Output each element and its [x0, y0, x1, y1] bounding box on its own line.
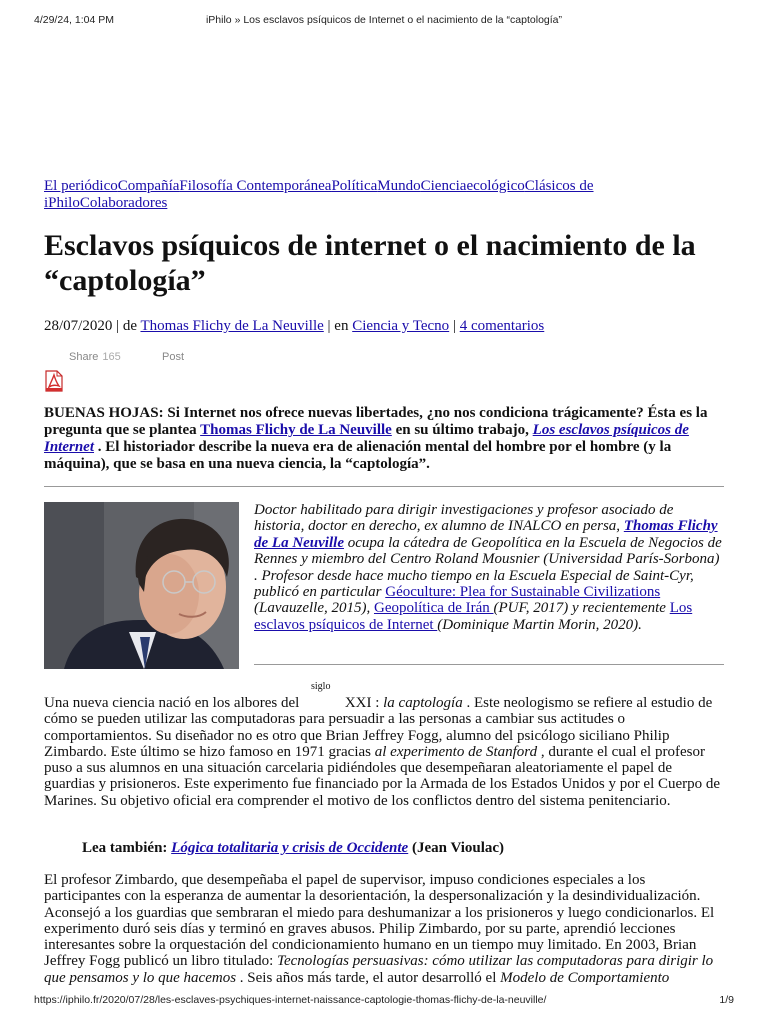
nav-item-ecologico[interactable]: ecológico: [466, 178, 525, 194]
lead-text: en su último trabajo,: [391, 422, 533, 438]
author-photo: [44, 502, 239, 669]
body-italic: al experimento de Stanford: [374, 743, 538, 760]
body-italic: la captología: [383, 695, 463, 711]
print-footer: [34, 994, 734, 1008]
print-page-title: iPhilo » Los esclavos psíquicos de Internet o el nacimiento de la “captología”: [205, 14, 563, 26]
site-nav: [44, 178, 644, 212]
body-text: XXI :: [341, 695, 384, 711]
bio-text: (Lavauzelle, 2015),: [254, 600, 374, 617]
divider: [44, 486, 724, 487]
related-article-link[interactable]: Lógica totalitaria y crisis de Occidente: [171, 840, 409, 856]
bio-author-link[interactable]: Thomas Flichy de La Neuville: [254, 518, 718, 551]
share-button[interactable]: [69, 351, 121, 363]
lead-author-link[interactable]: Thomas Flichy de La Neuville: [200, 422, 392, 438]
lead-book-link[interactable]: Los esclavos psíquicos de Internet: [44, 422, 689, 455]
nav-item-clasicos[interactable]: Clásicos de iPhilo: [44, 178, 594, 211]
body-text: . Este neologismo se refiere al estudio de cómo se pueden utilizar las computadoras para persuadir a las personas a cambiar sus actitudes o comportamientos. Su diseñador no es otro que Brian Jeffrey Fogg, alumno del psicólogo siciliano Philip Zimbardo. Este último se hizo famoso en 1971 gracias: [44, 695, 713, 760]
bio-text: Doctor habilitado para dirigir investigaciones y profesor asociado de historia, doctor en derecho, ex alumno de INALCO en persa,: [254, 502, 674, 535]
pdf-icon[interactable]: [44, 370, 64, 392]
nav-item-filosofia[interactable]: Filosofía Contemporánea: [179, 178, 332, 194]
meta-separator: | de: [112, 318, 141, 334]
bio-book-geoculture-link[interactable]: Géoculture: Plea for Sustainable Civilizations: [385, 584, 661, 601]
body-paragraph-2: [44, 872, 724, 986]
meta-separator: | en: [323, 318, 353, 334]
bio-book-esclavos-link[interactable]: Los esclavos psíquicos de Internet: [254, 600, 693, 633]
article-meta: [44, 317, 544, 335]
related-article: [82, 840, 504, 857]
meta-separator: |: [449, 318, 460, 334]
nav-item-compania[interactable]: Compañía: [117, 178, 180, 194]
post-button[interactable]: Post: [162, 351, 185, 363]
article-title: Esclavos psíquicos de internet o el nacimiento de la “captología”: [44, 229, 696, 297]
related-author: (Jean Vioulac): [408, 840, 505, 856]
body-text: , durante el cual el profesor puso a sus alumnos en una situación carcelaria pidiéndoles que desempeñaran aleatoriamente el papel de guardias y prisioneros. Este experimento fue financiado por la Armada de los Estados Unidos y por el Cuerpo de Marines. Su objetivo oficial era comprender el motivo de los conflictos dentro del sistema penitenciario.: [44, 743, 721, 809]
superscript-siglo: siglo: [311, 681, 331, 692]
lead-text: . El historiador describe la nueva era de alienación mental del hombre por el hombre (y la máquina), que se basa en una nueva ciencia, la “captología”.: [44, 439, 672, 472]
share-label: Share: [69, 351, 99, 363]
bio-text: (PUF, 2017) y recientemente: [493, 600, 670, 617]
body-text: Una nueva ciencia nació en los albores del: [44, 695, 304, 711]
bio-book-iran-link[interactable]: Geopolítica de Irán: [373, 600, 494, 617]
share-count: 165: [102, 351, 121, 363]
author-bio: [254, 502, 726, 633]
article-date: 28/07/2020: [44, 318, 113, 334]
print-datetime: 4/29/24, 1:04 PM: [34, 14, 114, 26]
share-bar: [69, 351, 185, 363]
nav-item-mundo[interactable]: Mundo: [377, 178, 421, 194]
nav-item-periodico[interactable]: El periódico: [44, 178, 118, 194]
print-page-number: 1/9: [719, 994, 734, 1006]
related-label: Lea también:: [82, 840, 172, 856]
body-text: El profesor Zimbardo, que desempeñaba el papel de supervisor, impuso condiciones especiales a los participantes con la esperanza de aumentar la desorientación, la despersonalización y la desindividualización. Aconsejó a los guardias que sembraran el miedo para deshumanizar a los prisioneros y luego condicionarlos. El experimento duró seis días y terminó en graves abusos. Philip Zimbardo, por su parte, aprendió lecciones interesantes sobre la orquestación del condicionamiento humano en un tiempo muy limitado. En 2003, Brian Jeffrey Fogg publicó un libro titulado:: [44, 872, 715, 970]
bio-text: ocupa la cátedra de Geopolítica en la Escuela de Negocios de Rennes y miembro del Centro Roland Mousnier (Universidad París-Sorbona) . Profesor desde hace mucho tiempo en la Escuela Especial de Saint-Cyr, publicó en particular: [254, 534, 722, 601]
nav-item-ciencia[interactable]: Ciencia: [420, 178, 467, 194]
bio-text: (Dominique Martin Morin, 2020).: [437, 616, 642, 633]
body-text: . Seis años más tarde, el autor desarrolló el: [236, 969, 501, 986]
body-italic: Modelo de Comportamiento: [500, 969, 670, 986]
category-link[interactable]: Ciencia y Tecno: [352, 318, 450, 334]
body-paragraph-1: [44, 695, 724, 809]
body-italic: Tecnologías persuasivas: cómo utilizar las computadoras para dirigir lo que pensamos y lo que hacemos: [44, 953, 714, 986]
nav-item-politica[interactable]: Política: [331, 178, 378, 194]
divider: [254, 664, 724, 665]
print-header: [34, 14, 734, 28]
comments-link[interactable]: 4 comentarios: [459, 318, 545, 334]
lead-text: BUENAS HOJAS: Si Internet nos ofrece nuevas libertades, ¿no nos condiciona trágicamente? Ésta es la pregunta que se plantea: [44, 405, 708, 438]
nav-item-colaboradores[interactable]: Colaboradores: [79, 195, 168, 211]
article-lead: [44, 405, 724, 473]
print-url: https://iphilo.fr/2020/07/28/les-esclaves-psychiques-internet-naissance-captologie-thomas-flichy-de-la-neuville/: [34, 994, 547, 1006]
author-link[interactable]: Thomas Flichy de La Neuville: [140, 318, 324, 334]
